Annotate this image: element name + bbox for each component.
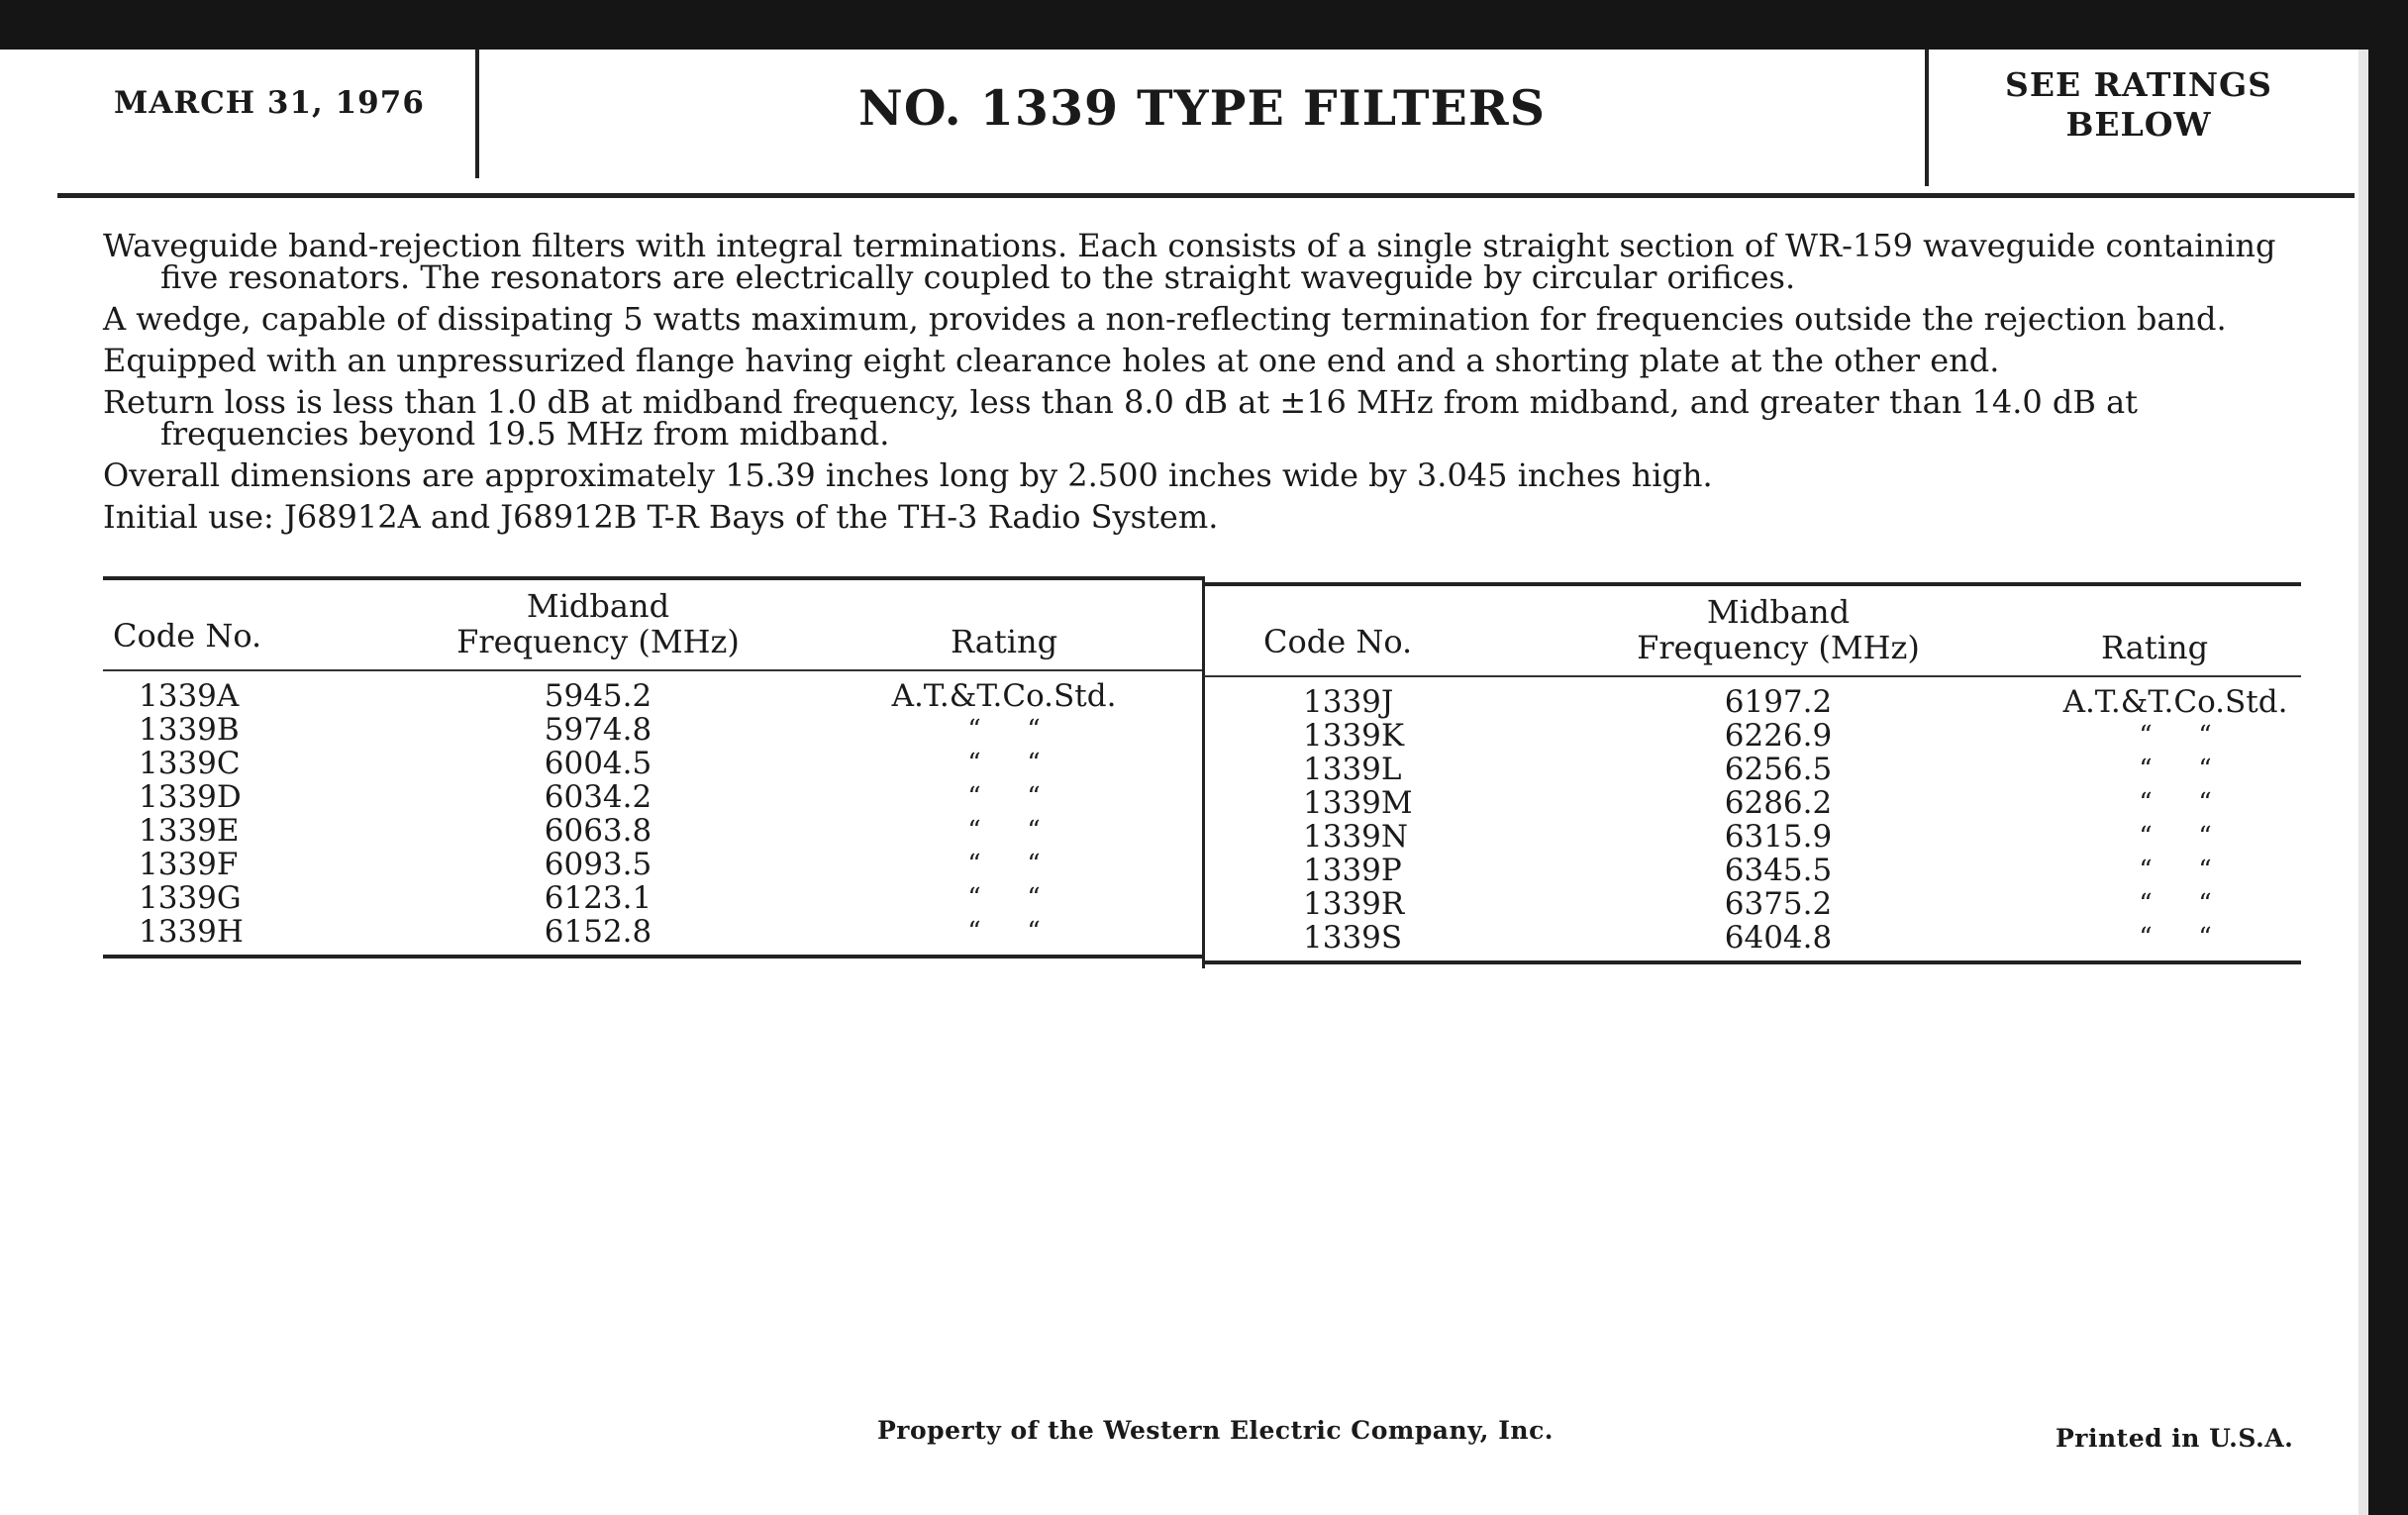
table-row xyxy=(103,915,1202,949)
ditto-mark: “ xyxy=(2139,755,2153,784)
table-row xyxy=(1204,753,2301,786)
table-row xyxy=(1204,685,2301,719)
col-header-frequency-line2: Frequency (MHz) xyxy=(1637,629,1920,666)
table-rule-bottom xyxy=(103,955,1202,959)
description xyxy=(103,227,2311,543)
ditto-mark: “ xyxy=(2139,856,2153,885)
ratings-line-2: BELOW xyxy=(2065,105,2212,144)
header-ratings-note xyxy=(1931,65,2347,145)
cell-rating-ditto xyxy=(2032,719,2319,753)
ditto-mark: “ xyxy=(2198,889,2212,919)
cell-code: 1339C xyxy=(139,746,241,781)
table-row xyxy=(1204,887,2301,921)
col-header-code: Code No. xyxy=(1263,623,1413,660)
cell-rating-ditto xyxy=(2032,753,2319,786)
cell-frequency: 6404.8 xyxy=(1724,920,1833,956)
cell-code: 1339S xyxy=(1303,920,1403,956)
ditto-mark: “ xyxy=(2139,788,2153,818)
cell-rating-ditto xyxy=(855,915,1153,949)
ditto-mark: “ xyxy=(2198,755,2212,784)
ditto-mark: “ xyxy=(2139,889,2153,919)
ditto-mark: “ xyxy=(1027,883,1041,913)
cell-rating-ditto xyxy=(2032,820,2319,854)
cell-frequency: 6315.9 xyxy=(1724,819,1833,855)
ditto-mark: “ xyxy=(967,917,981,947)
ditto-mark: “ xyxy=(967,816,981,846)
table-row xyxy=(103,747,1202,780)
cell-rating-ditto xyxy=(855,780,1153,814)
cell-rating: A.T.&T.Co.Std. xyxy=(891,678,1117,714)
page-title: NO. 1339 TYPE FILTERS xyxy=(858,79,1546,137)
ditto-mark: “ xyxy=(1027,917,1041,947)
table-row xyxy=(103,881,1202,915)
cell-code: 1339B xyxy=(139,712,240,748)
table-body xyxy=(1204,677,2301,955)
table-header xyxy=(103,580,1202,669)
col-header-frequency-line2: Frequency (MHz) xyxy=(456,623,740,660)
ratings-line-1: SEE RATINGS xyxy=(2004,65,2273,104)
ditto-mark: “ xyxy=(2139,721,2153,751)
cell-code: 1339M xyxy=(1303,785,1413,821)
table-body xyxy=(103,671,1202,949)
ditto-mark: “ xyxy=(967,782,981,812)
col-header-frequency-line1: Midband xyxy=(526,587,670,625)
table-row xyxy=(1204,921,2301,955)
table-row xyxy=(103,848,1202,881)
cell-frequency: 6123.1 xyxy=(544,880,652,916)
cell-frequency: 6063.8 xyxy=(544,813,652,849)
col-header-frequency xyxy=(400,588,796,659)
table-row xyxy=(103,679,1202,713)
table-rule-bottom xyxy=(1204,960,2301,964)
header-rule xyxy=(57,193,2355,198)
ditto-mark: “ xyxy=(2198,923,2212,953)
cell-code: 1339J xyxy=(1303,684,1394,720)
ditto-mark: “ xyxy=(1027,782,1041,812)
cell-rating-ditto xyxy=(2032,887,2319,921)
ditto-mark: “ xyxy=(1027,850,1041,879)
cell-frequency: 5974.8 xyxy=(544,712,652,748)
col-header-frequency-line1: Midband xyxy=(1706,593,1851,631)
ditto-mark: “ xyxy=(967,715,981,745)
cell-rating-ditto xyxy=(855,747,1153,780)
ratings-table-right xyxy=(1204,582,2301,964)
cell-frequency: 6034.2 xyxy=(544,779,652,815)
description-paragraph: Overall dimensions are approximately 15.39 inches long by 2.500 inches wide by 3.045 inches high. xyxy=(103,456,1713,494)
description-paragraph: Equipped with an unpressurized flange having eight clearance holes at one end and a shorting plate at the other end. xyxy=(103,342,2000,379)
col-header-rating: Rating xyxy=(2100,629,2209,666)
cell-code: 1339L xyxy=(1303,752,1402,787)
col-header-rating: Rating xyxy=(950,623,1058,660)
description-paragraph: Waveguide band-rejection filters with integral terminations. Each consists of a single straight section of WR-159 waveguide containing five resonators. The resonators are electrically coupled to the straight waveguide by circular orifices. xyxy=(103,227,2276,296)
cell-rating-ditto xyxy=(855,848,1153,881)
table-row xyxy=(103,713,1202,747)
ditto-mark: “ xyxy=(1027,715,1041,745)
description-paragraph: A wedge, capable of dissipating 5 watts maximum, provides a non-reflecting termination for frequencies outside the rejection band. xyxy=(103,300,2227,338)
cell-code: 1339R xyxy=(1303,886,1405,922)
table-header xyxy=(1204,586,2301,675)
table-row xyxy=(1204,719,2301,753)
cell-rating-ditto xyxy=(2032,921,2319,955)
cell-frequency: 5945.2 xyxy=(544,678,652,714)
header-divider-right xyxy=(1925,50,1929,186)
table-row xyxy=(1204,786,2301,820)
ditto-mark: “ xyxy=(967,883,981,913)
table-row xyxy=(103,814,1202,848)
cell-code: 1339E xyxy=(139,813,240,849)
table-row xyxy=(103,780,1202,814)
scan-top-border xyxy=(0,0,2408,50)
description-paragraph: Initial use: J68912A and J68912B T-R Bays of the TH-3 Radio System. xyxy=(103,498,1219,536)
cell-code: 1339G xyxy=(139,880,242,916)
cell-frequency: 6286.2 xyxy=(1724,785,1833,821)
cell-frequency: 6345.5 xyxy=(1724,853,1833,888)
footer-printed-notice: Printed in U.S.A. xyxy=(2056,1424,2294,1453)
cell-frequency: 6226.9 xyxy=(1724,718,1833,754)
cell-frequency: 6004.5 xyxy=(544,746,652,781)
cell-rating-ditto xyxy=(2032,854,2319,887)
ditto-mark: “ xyxy=(1027,749,1041,778)
table-row xyxy=(1204,854,2301,887)
description-paragraph: Return loss is less than 1.0 dB at midband frequency, less than 8.0 dB at ±16 MHz from midband, and greater than 14.0 dB at frequencies beyond 19.5 MHz from midband. xyxy=(103,383,2138,453)
cell-frequency: 6152.8 xyxy=(544,914,652,950)
ditto-mark: “ xyxy=(2139,923,2153,953)
cell-frequency: 6093.5 xyxy=(544,847,652,882)
cell-code: 1339D xyxy=(139,779,242,815)
ditto-mark: “ xyxy=(2198,721,2212,751)
cell-frequency: 6256.5 xyxy=(1724,752,1833,787)
ditto-mark: “ xyxy=(967,749,981,778)
ditto-mark: “ xyxy=(2198,856,2212,885)
ditto-mark: “ xyxy=(2139,822,2153,852)
ratings-table-left xyxy=(103,576,1202,959)
cell-code: 1339H xyxy=(139,914,244,950)
col-header-code: Code No. xyxy=(113,617,262,655)
cell-rating-ditto xyxy=(2032,786,2319,820)
footer-property-notice: Property of the Western Electric Company, Inc. xyxy=(877,1416,1555,1445)
ditto-mark: “ xyxy=(967,850,981,879)
scan-right-border xyxy=(2368,0,2408,1515)
col-header-frequency xyxy=(1580,594,1976,665)
ditto-mark: “ xyxy=(2198,788,2212,818)
cell-rating-ditto xyxy=(855,713,1153,747)
cell-code: 1339P xyxy=(1303,853,1402,888)
cell-rating: A.T.&T.Co.Std. xyxy=(2062,684,2288,720)
cell-rating-ditto xyxy=(855,814,1153,848)
cell-frequency: 6375.2 xyxy=(1724,886,1833,922)
ditto-mark: “ xyxy=(1027,816,1041,846)
cell-code: 1339N xyxy=(1303,819,1409,855)
scan-edge-shadow xyxy=(2358,50,2368,1515)
cell-code: 1339F xyxy=(139,847,239,882)
header-date: MARCH 31, 1976 xyxy=(114,85,425,121)
ditto-mark: “ xyxy=(2198,822,2212,852)
cell-frequency: 6197.2 xyxy=(1724,684,1833,720)
cell-rating-ditto xyxy=(855,881,1153,915)
table-row xyxy=(1204,820,2301,854)
cell-code: 1339A xyxy=(139,678,240,714)
cell-code: 1339K xyxy=(1303,718,1405,754)
